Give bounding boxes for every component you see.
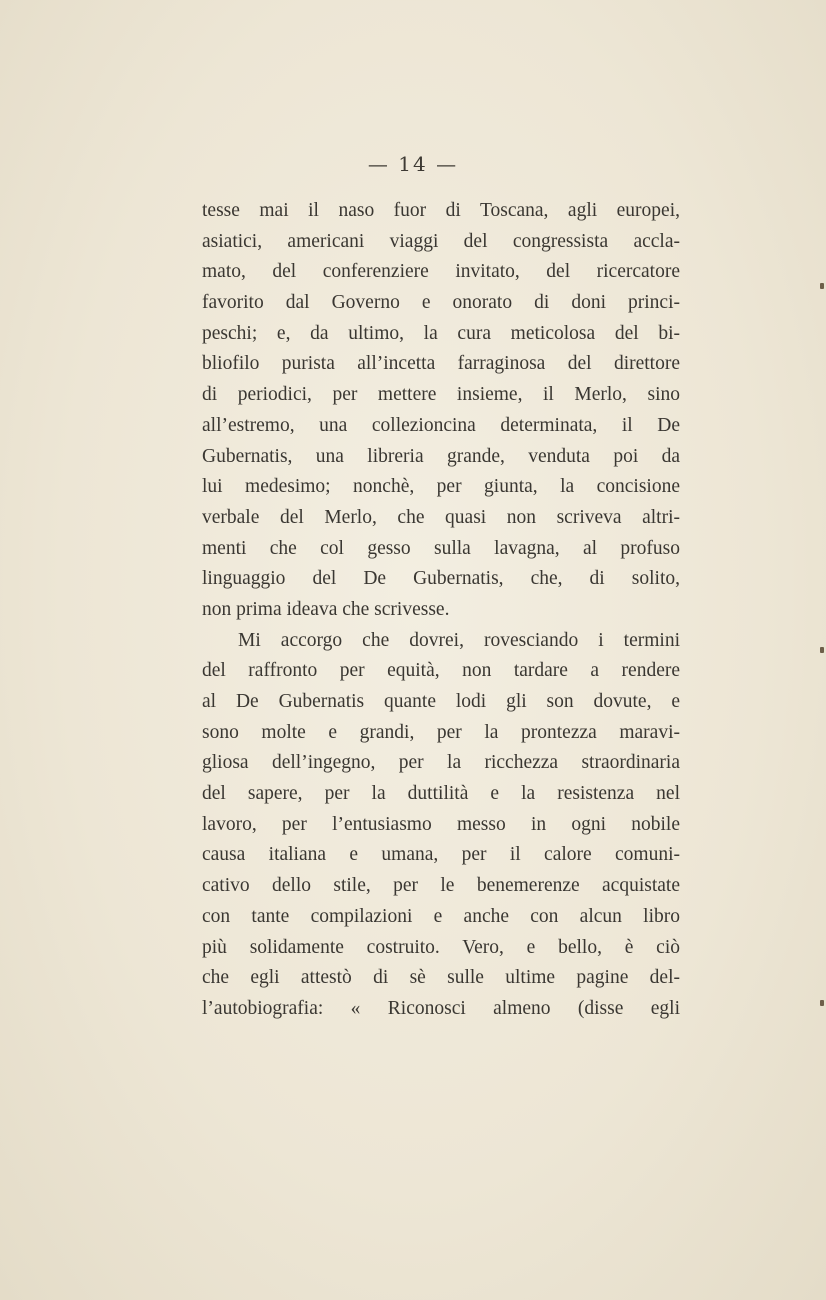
text-line: più solidamente costruito. Vero, e bello, è ciò — [202, 936, 680, 958]
text-line: al De Gubernatis quante lodi gli son dovute, e — [202, 691, 680, 712]
text-line: lui medesimo; nonchè, per giunta, la concisione — [202, 476, 680, 498]
text-line: verbale del Merlo, che quasi non scriveva altri- — [202, 506, 680, 528]
text-line: sono molte e grandi, per la prontezza maravi- — [202, 721, 680, 743]
text-line: gliosa dell’ingegno, per la ricchezza straordinaria — [202, 752, 680, 774]
text-line: cativo dello stile, per le benemerenze acquistate — [202, 875, 680, 897]
text-line: menti che col gesso sulla lavagna, al profuso — [202, 537, 680, 559]
text-line: del sapere, per la duttilità e la resistenza nel — [202, 783, 680, 805]
text-line: che egli attestò di sè sulle ultime pagine del- — [202, 967, 680, 989]
page-edge-mark — [820, 283, 824, 289]
page-number: — 14 — — [367, 152, 459, 176]
page-edge-mark — [820, 1000, 824, 1006]
text-line: del raffronto per equità, non tardare a rendere — [202, 660, 680, 682]
text-line: di periodici, per mettere insieme, il Merlo, sino — [202, 384, 680, 406]
body-text — [202, 196, 680, 1025]
text-line: lavoro, per l’entusiasmo messo in ogni nobile — [202, 813, 680, 835]
text-line: con tante compilazioni e anche con alcun libro — [202, 905, 680, 927]
text-line: l’autobiografia: « Riconosci almeno (disse egli — [202, 997, 680, 1019]
text-line: non prima ideava che scrivesse. — [202, 598, 450, 620]
text-line: Gubernatis, una libreria grande, venduta poi da — [202, 445, 680, 467]
text-line: asiatici, americani viaggi del congressista accla- — [202, 230, 680, 252]
text-line: all’estremo, una collezioncina determinata, il De — [202, 414, 680, 436]
text-line: Mi accorgo che dovrei, rovesciando i termini — [238, 629, 680, 651]
page-edge-mark — [820, 647, 824, 653]
text-line: causa italiana e umana, per il calore comuni- — [202, 844, 680, 866]
text-line: peschi; e, da ultimo, la cura meticolosa del bi- — [202, 322, 680, 344]
text-line: mato, del conferenziere invitato, del ricercatore — [202, 261, 680, 283]
text-line: favorito dal Governo e onorato di doni princi- — [202, 292, 680, 314]
text-line: bliofilo purista all’incetta farraginosa del direttore — [202, 353, 680, 375]
text-line: linguaggio del De Gubernatis, che, di solito, — [202, 568, 680, 590]
text-line: tesse mai il naso fuor di Toscana, agli europei, — [202, 200, 680, 221]
